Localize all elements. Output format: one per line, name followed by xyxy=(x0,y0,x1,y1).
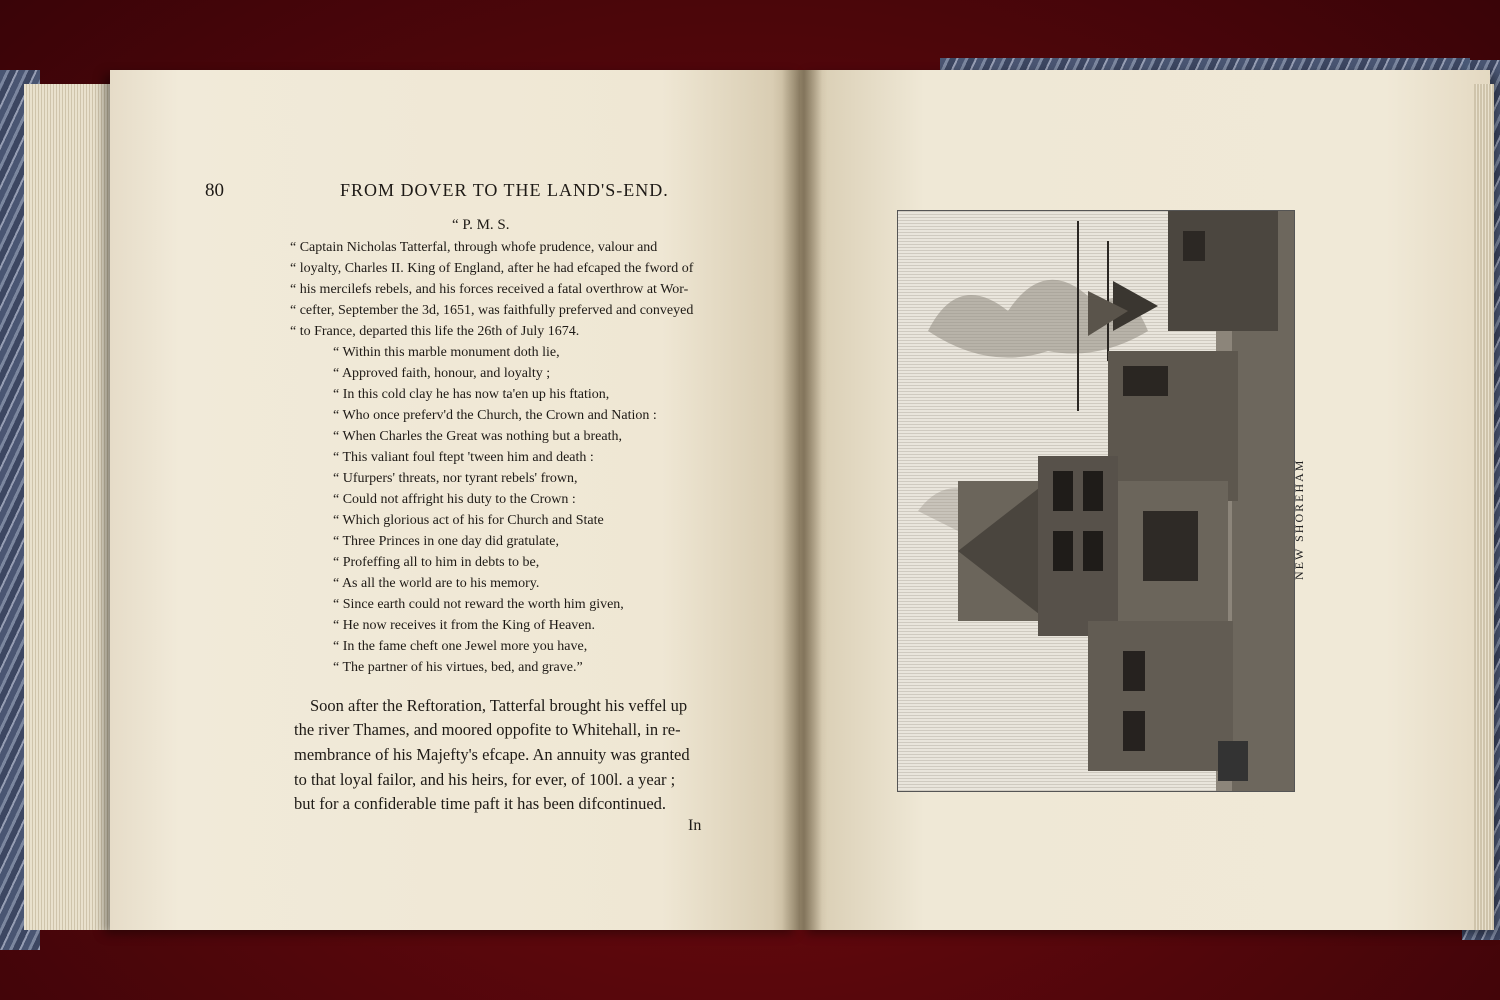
running-header: FROM DOVER TO THE LAND'S-END. xyxy=(340,180,669,200)
verse-line: “ Ufurpers' threats, nor tyrant rebels' frown, xyxy=(333,471,578,486)
page-edges-left xyxy=(24,84,116,930)
verse-line: “ Within this marble monument doth lie, xyxy=(333,345,560,360)
verse-line: “ In this cold clay he has now ta'en up his ftation, xyxy=(333,387,610,402)
paragraph-line: membrance of his Majefty's efcape. An annuity was granted xyxy=(294,745,690,764)
prose-line: “ Captain Nicholas Tatterfal, through whofe prudence, valour and xyxy=(290,240,658,255)
page-number: 80 xyxy=(205,180,224,201)
verse-line: “ Approved faith, honour, and loyalty ; xyxy=(333,366,551,381)
paragraph-line: to that loyal failor, and his heirs, for ever, of 100l. a year ; xyxy=(294,770,676,789)
paragraph-line: the river Thames, and moored oppofite to Whitehall, in re- xyxy=(294,720,681,739)
prose-line: “ cefter, September the 3d, 1651, was faithfully preferved and conveyed xyxy=(290,303,694,318)
verse-line: “ When Charles the Great was nothing but a breath, xyxy=(333,429,622,444)
page-edges-right xyxy=(1474,84,1494,930)
prose-line: “ loyalty, Charles II. King of England, after he had efcaped the fword of xyxy=(290,261,694,276)
verse-line: “ Since earth could not reward the worth him given, xyxy=(333,597,624,612)
verse-line: “ Could not affright his duty to the Crown : xyxy=(333,492,576,507)
epitaph-heading: “ P. M. S. xyxy=(452,217,510,233)
church-engraving xyxy=(898,211,1294,791)
prose-line: “ to France, departed this life the 26th of July 1674. xyxy=(290,324,580,339)
verse-line: “ Three Princes in one day did gratulate, xyxy=(333,534,559,549)
verse-line: “ Profeffing all to him in debts to be, xyxy=(333,555,540,570)
verse-line: “ Who once preferv'd the Church, the Crown and Nation : xyxy=(333,408,657,423)
paragraph-line: Soon after the Reftoration, Tatterfal brought his veffel up xyxy=(310,696,688,715)
verse-line: “ Which glorious act of his for Church and State xyxy=(333,513,604,528)
verse-line: “ This valiant foul ftept 'tween him and death : xyxy=(333,450,594,465)
engraving-plate xyxy=(897,210,1295,792)
verse-line: “ In the fame cheft one Jewel more you have, xyxy=(333,639,588,654)
verse-line: “ As all the world are to his memory. xyxy=(333,576,540,591)
verse-line: “ The partner of his virtues, bed, and grave.” xyxy=(333,660,583,675)
catchword: In xyxy=(688,817,702,834)
verse-line: “ He now receives it from the King of Heaven. xyxy=(333,618,596,633)
plate-title: NEW SHOREHAM xyxy=(1292,458,1306,580)
prose-line: “ his mercilefs rebels, and his forces received a fatal overthrow at Wor- xyxy=(290,282,689,297)
book-gutter xyxy=(782,70,822,930)
paragraph-line: but for a confiderable time paft it has been difcontinued. xyxy=(294,794,667,813)
